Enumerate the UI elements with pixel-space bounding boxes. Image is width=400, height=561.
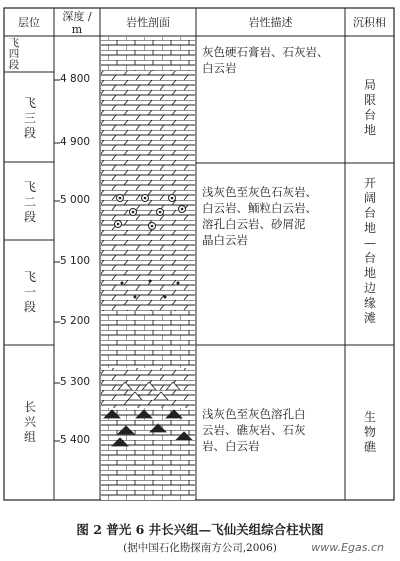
depth-label: 5 000 bbox=[60, 194, 91, 206]
description-lower: 浅灰色至灰色溶孔白 云岩、礁灰岩、石灰 岩、白云岩 bbox=[202, 407, 306, 453]
header-layer: 层位 bbox=[18, 16, 40, 29]
figure-source: (据中国石化勘探南方公司,2006) bbox=[123, 542, 277, 554]
depth-label: 5 300 bbox=[60, 376, 91, 388]
zone-fei2: 飞二段 bbox=[23, 180, 36, 224]
watermark: www.Egas.cn bbox=[311, 541, 384, 554]
lithology-profile bbox=[101, 37, 195, 500]
depth-label: 5 200 bbox=[60, 315, 91, 327]
depth-label: 4 900 bbox=[60, 136, 91, 148]
figure-caption: 图 2 普光 6 井长兴组—飞仙关组综合柱状图 bbox=[76, 522, 324, 537]
zone-fei1: 飞一段 bbox=[23, 270, 36, 314]
description-upper: 灰色硬石膏岩、石灰岩、 白云岩 bbox=[202, 45, 329, 75]
facies-reef: 生物礁 bbox=[363, 410, 376, 454]
zone-changxing: 长兴组 bbox=[23, 400, 36, 444]
zone-fei4: 飞四段 bbox=[8, 37, 20, 71]
facies-restricted-platform: 局限台地 bbox=[363, 78, 376, 137]
header-profile: 岩性剖面 bbox=[126, 16, 170, 29]
depth-label: 5 400 bbox=[60, 434, 91, 446]
depth-label: 4 800 bbox=[60, 73, 91, 85]
depth-label: 5 100 bbox=[60, 255, 91, 267]
header-description: 岩性描述 bbox=[248, 16, 293, 29]
header-facies: 沉积相 bbox=[353, 16, 386, 29]
facies-open-platform-shoal: 开阔台地—台地边缘滩 bbox=[363, 176, 376, 325]
header-depth: 深度 / m bbox=[62, 10, 92, 36]
zone-fei3: 飞三段 bbox=[23, 96, 36, 140]
description-middle: 浅灰色至灰色石灰岩、 白云岩、鲕粒白云岩、 溶孔白云岩、砂屑泥 晶白云岩 bbox=[202, 185, 317, 247]
